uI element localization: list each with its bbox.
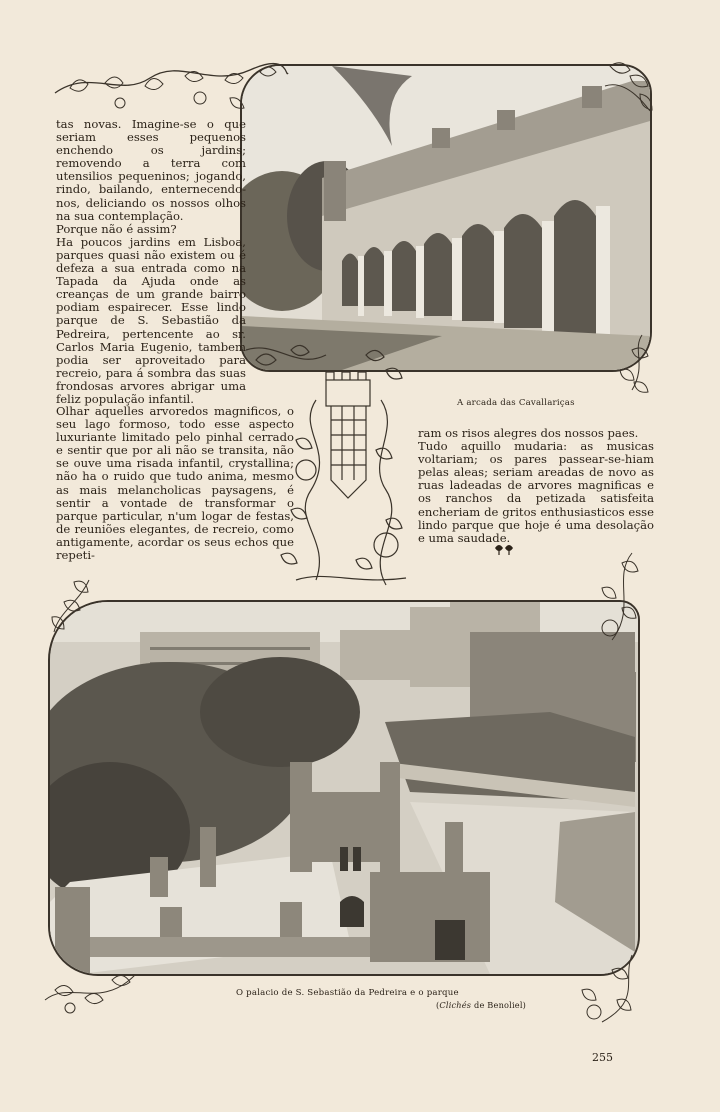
photo-credit bbox=[436, 1000, 526, 1010]
photo-caption-palacio: O palacio de S. Sebastião da Pedreira e o parque bbox=[236, 988, 459, 998]
floral-vine-ornament-mid-left bbox=[44, 572, 100, 638]
floral-vine-ornament-mid-right bbox=[592, 548, 650, 644]
floral-vine-ornament-top-right bbox=[600, 56, 662, 116]
credit-rest: de Benoliel) bbox=[471, 1000, 527, 1010]
article-column-right: ram os risos alegres dos nossos paes. Tudo aquillo mudaria: as musicas voltariam; os pares passear-se-hiam pelas aleas; seriam areadas de novo as ruas ladeadas de arvores magnificas e os ranchos da petizada satisfeita encheriam de gritos enthusiasticos esse lindo parque que hoje é uma desolação e uma saudade. bbox=[418, 426, 654, 545]
photo-caption-arcada: A arcada das Cavallariças bbox=[457, 398, 575, 408]
article-column-left-top: tas novas. Imagine-se o que seriam esses pequenos enchendo os jardins; removendo a terra com utensilios pequeninos; jogando, rindo, bailando, enternecendo-nos, deliciando os nossos olhos na sua contemplação. Porque não é assim? Ha poucos jardins em Lisboa, parques quasi não existem ou é defeza a sua entrada como na Tapada da Ajuda onde as creanças de um grande bairro podiam espairecer. Esse lindo parque de S. Sebastião da Pedreira, pertencente ao sr. Carlos Maria Eugenio, tambem podia ser aproveitado para recreio, para á sombra das suas frondosas arvores abrigar uma feliz população infantil. bbox=[56, 117, 246, 406]
page-number: 255 bbox=[592, 1051, 613, 1064]
floral-vine-ornament-bottom-right bbox=[572, 950, 650, 1026]
article-column-left-bottom: Olhar aquelles arvoredos magnificos, o seu lago formoso, todo esse aspecto luxuriante limitado pelo pinhal cerrado e sentir que por ali não se transita, não se ouve uma risada infantil, crystallina; não ha o ruido que tudo anima, mesmo as mais melancholicas paysagens, é sentir a vontade de transformar o parque particular, n'um logar de festas, de reuniões elegantes, de recreio, como antigamente, acordar os seus echos que repeti- bbox=[56, 404, 294, 563]
photo-palacio-s-sebastiao bbox=[48, 600, 640, 976]
floral-vine-ornament-bottom-left bbox=[40, 960, 140, 1016]
credit-open: ( bbox=[436, 1000, 440, 1010]
photo-arcada-cavallaricas bbox=[240, 64, 652, 372]
credit-italic: Clichés bbox=[439, 1000, 472, 1010]
floral-vine-ornament-right-middle bbox=[612, 330, 656, 396]
